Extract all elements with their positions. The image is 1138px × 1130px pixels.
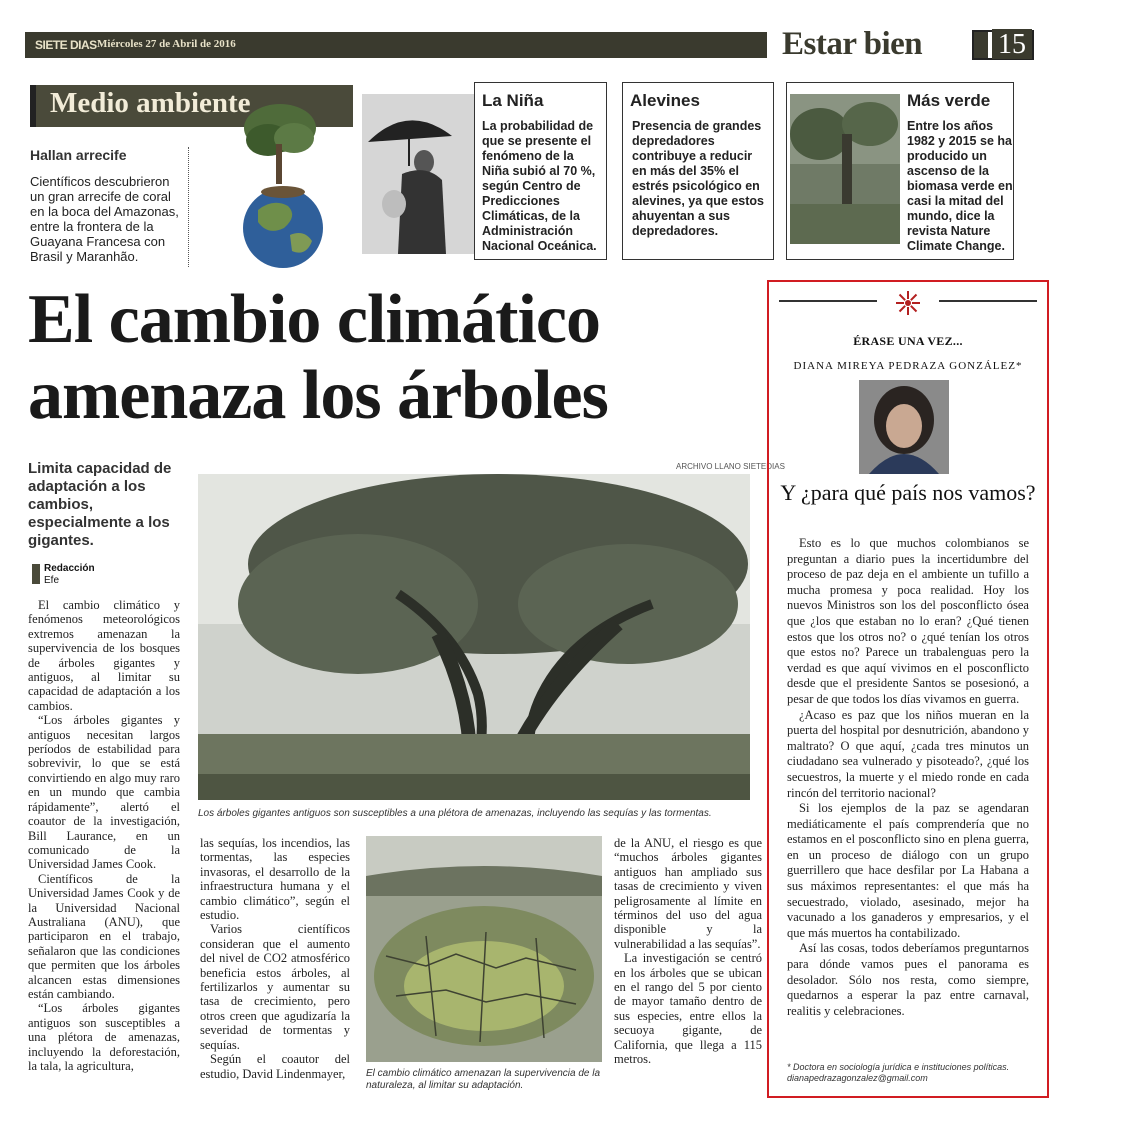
byline: Redacción [44,563,95,574]
small-photo-caption: El cambio climático amenazan la supervivencia de la naturaleza, al limitar su adaptación. [366,1068,601,1091]
mas-verde-text: Entre los años 1982 y 2015 se ha producido un ascenso de la biomasa verde en casi la mitad del mundo, dice la revista Nature Climate Change. [907,119,1013,253]
forest-photo [790,94,900,244]
opinion-column-box [767,280,1049,1098]
alevines-text: Presencia de grandes depredadores contribuye a reducir en más del 35% el estrés psicológico en alevines, ya que estos ahuyentan a sus depredadores. [632,119,765,238]
tree-globe-illustration [228,100,338,270]
umbrella-man-photo [362,94,474,254]
column-author: DIANA MIREYA PEDRAZA GONZÁLEZ* [793,360,1023,372]
col2-paragraph: Varios científicos consideran que el aumento del nivel de CO2 atmosférico beneficia estos árboles, al fertilizarlos y aumentar su tasa de crecimiento, pero otros creen que agudizaría la severidad de tormentas y sequías. [200,922,350,1052]
headline-line-1: El cambio climático [28,281,601,358]
page-number-stripe [974,32,988,58]
column-paragraph: ¿Acaso es paz que los niños mueran en la puerta del hospital por desnutrición, abandono y maltrato? O que aquí, ¿cada tres minutos un ciudadano sea vulnerado y pisoteado?, ¿qué los secuestros, la muerte y el miedo ronde en cada rincón del territorio nacional? [787,707,1029,800]
col1-paragraph: “Los árboles gigantes y antiguos necesitan largos períodos de estabilidad para sobrevivir, lo que se está convirtiendo en algo muy raro en un mundo que cambia rápidamente”, alertó el coautor de la investigación, Bill Laurance, en un comunicado de la Universidad James Cook. [28,713,180,872]
giant-tree-photo [198,474,750,800]
flower-ornament-icon [888,288,928,318]
column-rule-left [779,300,877,302]
nina-box [474,82,607,260]
column-paragraph: Si los ejemplos de la paz se agendaran mediáticamente el país comprendería que no estamos en el posconflicto sino en plena guerra, en un proceso de diálogo con un grupo guerrillero que hace desfilar por La Habana a sus máximos representantes: el que más ha secuestrado, violado, asesinado, mejor ha vacunado a los ganaderos y empresarios, y el que más muertos ha contabilizado. [787,801,1029,940]
column-title: Y ¿para qué país nos vamos? [780,480,1036,505]
medio-text: Científicos descubrieron un gran arrecife de coral en la boca del Amazonas, entre la frontera de la Guayana Francesa con Brasil y Maranhão. [30,174,179,264]
photo-credit: ARCHIVO LLANO SIETEDIAS [676,462,785,471]
page-number-box [972,30,1034,60]
main-photo-caption: Los árboles gigantes antiguos son susceptibles a una plétora de amenazas, incluyendo las sequías y las tormentas. [198,808,712,819]
byline-bar [32,564,40,584]
issue-date: Miércoles 27 de Abril de 2016 [97,38,236,50]
col3-paragraph: de la ANU, el riesgo es que “muchos árboles gigantes antiguos han ampliado sus tasas de crecimiento y viven peligrosamente al límite en términos del uso del agua disponible y la vulnerabilidad a las sequías”. [614,836,762,951]
newspaper-brand: SIETE DIAS [35,38,97,52]
page-number: 15 [992,29,1032,59]
col1-paragraph: “Los árboles gigantes antiguos son susceptibles a una plétora de amenazas, incluyendo la deforestación, la tala, la agricultura, [28,1001,180,1073]
nina-title: La Niña [482,91,544,110]
medio-divider [188,147,189,267]
nina-text: La probabilidad de que se presente el fenómeno de la Niña subió al 70 %, según Centro de Predicciones Climáticas, de la Administración Nacional Oceánica. [482,119,597,253]
article-subhead: Limita capacidad de adaptación a los cambios, especialmente a los gigantes. [28,460,172,549]
col2-paragraph: las sequías, los incendios, las tormentas, las especies invasoras, el desarrollo de la infraestructura humana y el cambio climático”, según el estudio. [200,836,350,923]
column-kicker: ÉRASE UNA VEZ... [853,334,963,348]
col1-paragraph: Científicos de la Universidad James Cook y de la Universidad Nacional Australiana (ANU), que participaron en el trabajo, señalaron que las condiciones que permiten que los árboles alcancen estas dimensiones están cambiando. [28,871,180,1001]
author-photo [859,380,949,474]
article-headline [28,282,608,434]
header-bar [25,32,767,58]
col1-paragraph: El cambio climático y fenómenos meteorológicos extremos amenazan la supervivencia de los bosques de árboles gigantes y antiguos, al limitar su capacidad de adaptación a los cambios. [28,598,180,713]
column-paragraph: Esto es lo que muchos colombianos se preguntan a diario pues la incertidumbre del proceso de paz deja en el ambiente un tufillo a mucha promesa y poca realidad. Hoy los nuevos Ministros son los del posconflicto ósea que ¿los que estaban no lo eran? ¿Qué tienen estos que los otros no? o ¿qué tenían los otros que estos no? Parece un trabalenguas pero la verdad es que aquí vivimos en el posconflicto desde que el presidente Santos se posesionó, a pesar de que todos los días vivamos en guerra. [787,536,1029,706]
mas-verde-title: Más verde [907,91,991,110]
column-rule-right [939,300,1037,302]
agency: Efe [44,575,60,586]
footnote-text: * Doctora en sociología jurídica e instituciones políticas. [787,1062,1010,1072]
headline-line-2: amenaza los árboles [28,357,608,434]
col3-paragraph: La investigación se centró en los árboles que se ubican en el rango del 5 por ciento de mayor tamaño dentro de sus especies, entre ellos la secuoya gigante, de California, que llega a 115 metros. [614,951,762,1067]
author-email[interactable]: dianapedrazagonzalez@gmail.com [787,1073,928,1083]
article-column-1 [28,598,180,1073]
article-column-3 [614,836,762,1067]
section-title: Estar bien [782,26,923,62]
alevines-box [622,82,774,260]
medio-ambiente-label: Medio ambiente [50,87,251,119]
alevines-title: Alevines [630,91,700,110]
article-column-2 [200,836,350,1081]
cracked-earth-photo [366,836,602,1062]
column-body [787,536,1029,1019]
medio-subhead: Hallan arrecife [30,147,127,163]
column-paragraph: Así las cosas, todos deberíamos preguntarnos para dónde vamos pues el panorama es desolador. Sólo nos resta, como siempre, quedarnos a esperar la paz entre carnaval, realitis y celebraciones. [787,941,1029,1018]
column-footnote [787,1062,1037,1084]
col2-paragraph: Según el coautor del estudio, David Lindenmayer, [200,1052,350,1081]
